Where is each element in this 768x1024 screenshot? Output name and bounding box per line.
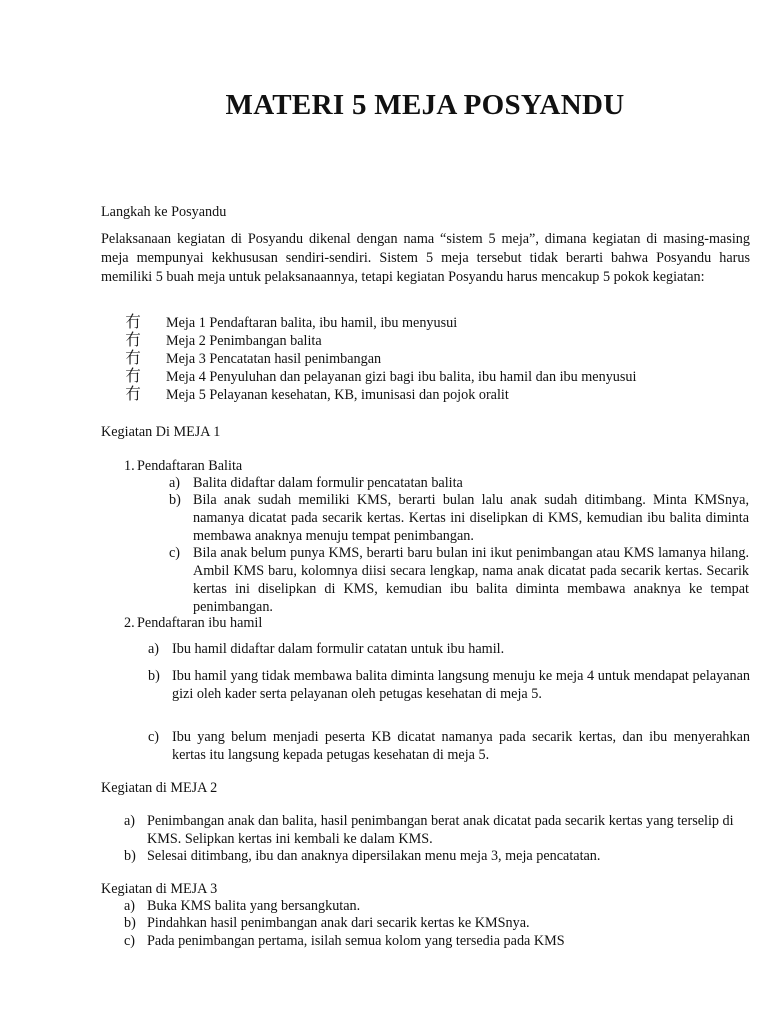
bullet-icon: 冇 [125,386,142,403]
subsection-number: 2. [124,615,135,631]
list-item-text: Balita didaftar dalam formulir pencatatan balita [193,475,463,491]
list-item-text: Pada penimbangan pertama, isilah semua kolom yang tersedia pada KMS [147,933,565,949]
section-heading-langkah: Langkah ke Posyandu [101,204,227,220]
list-item [124,932,746,950]
subsection-title: Pendaftaran Balita [137,458,243,474]
page-title: MATERI 5 MEJA POSYANDU [225,89,625,121]
list-item-text: Selesai ditimbang, ibu dan anaknya dipersilakan menu meja 3, meja pencatatan. [147,848,601,864]
list-item-label: a) [124,813,136,829]
list-item-text: Ibu hamil didaftar dalam formulir catatan untuk ibu hamil. [172,641,505,657]
list-item [124,847,746,865]
list-item-text: Bila anak sudah memiliki KMS, berarti bulan lalu anak sudah ditimbang. Minta KMSnya, namanya dicatat pada secarik kertas. Kertas ini diselipkan di KMS, kemudian ibu balita diminta membawa anaknya menuju tempat penimbangan. [193,492,749,544]
list-item-label: b) [169,492,181,508]
meja-bullet-list [125,314,745,404]
section-heading-meja1: Kegiatan Di MEJA 1 [101,424,221,440]
section-heading-meja3: Kegiatan di MEJA 3 [101,881,218,897]
list-item [125,350,745,368]
list-item [125,314,745,332]
bullet-icon: 冇 [125,314,142,331]
list-item [169,544,749,616]
list-item-text: Penimbangan anak dan balita, hasil penimbangan berat anak dicatat pada secarik kertas yang terselip di KMS. Selipkan kertas ini kembali ke dalam KMS. [147,813,734,847]
list-item [125,386,745,404]
list-item-label: b) [124,915,136,931]
list-item [148,667,750,703]
list-item [125,368,745,386]
list-item-text: Meja 4 Penyuluhan dan pelayanan gizi bagi ibu balita, ibu hamil dan ibu menyusui [166,369,637,385]
list-item-text: Pindahkan hasil penimbangan anak dari secarik kertas ke KMSnya. [147,915,530,931]
list-item-label: b) [148,668,160,684]
bullet-icon: 冇 [125,368,142,385]
subsection-title: Pendaftaran ibu hamil [137,615,263,631]
list-item-text: Meja 1 Pendaftaran balita, ibu hamil, ibu menyusui [166,315,458,331]
list-item-text: Buka KMS balita yang bersangkutan. [147,898,361,914]
list-item [148,728,750,764]
list-item-text: Meja 3 Pencatatan hasil penimbangan [166,351,382,367]
list-item [148,640,750,658]
bullet-icon: 冇 [125,332,142,349]
list-item [124,812,746,848]
intro-paragraph: Pelaksanaan kegiatan di Posyandu dikenal dengan nama “sistem 5 meja”, dimana kegiatan di masing-masing meja mempunyai kekhususan sendiri-sendiri. Sistem 5 meja tersebut tidak berarti bahwa Posyandu harus memiliki 5 buah meja untuk pelaksanaannya, tetapi kegiatan Posyandu harus mencakup 5 pokok kegiatan: [101,231,750,285]
list-item [169,491,749,545]
subsection-heading [124,614,262,632]
list-item-label: a) [124,898,136,914]
list-item-text: Bila anak belum punya KMS, berarti baru bulan ini ikut penimbangan atau KMS lamanya hilang. Ambil KMS baru, kolomnya diisi secara lengkap, nama anak dicatat pada secarik kertas. Secarik kertas ini diselipkan di KMS, kemudian ibu balita diminta membawa anaknya ke tempat penimbangan. [193,545,749,615]
list-item-label: c) [148,729,160,745]
list-item-text: Ibu hamil yang tidak membawa balita diminta langsung menuju ke meja 4 untuk mendapat pelayanan gizi oleh kader serta pelayanan oleh petugas kesehatan di meja 5. [172,668,750,702]
list-item-text: Ibu yang belum menjadi peserta KB dicatat namanya pada secarik kertas, dan ibu menyerahkan kertas itu langsung kepada petugas kesehatan di meja 5. [172,729,750,763]
list-item [124,914,746,932]
list-item-text: Meja 5 Pelayanan kesehatan, KB, imunisasi dan pojok oralit [166,387,509,403]
list-item-label: b) [124,848,136,864]
list-item-label: a) [148,641,160,657]
list-item [169,474,749,492]
list-item-label: a) [169,475,181,491]
subsection-number: 1. [124,458,135,474]
subsection-heading [124,457,242,475]
section-heading-meja2: Kegiatan di MEJA 2 [101,780,218,796]
list-item-label: c) [124,933,136,949]
list-item-label: c) [169,545,181,561]
list-item [125,332,745,350]
list-item [124,897,746,915]
list-item-text: Meja 2 Penimbangan balita [166,333,322,349]
bullet-icon: 冇 [125,350,142,367]
